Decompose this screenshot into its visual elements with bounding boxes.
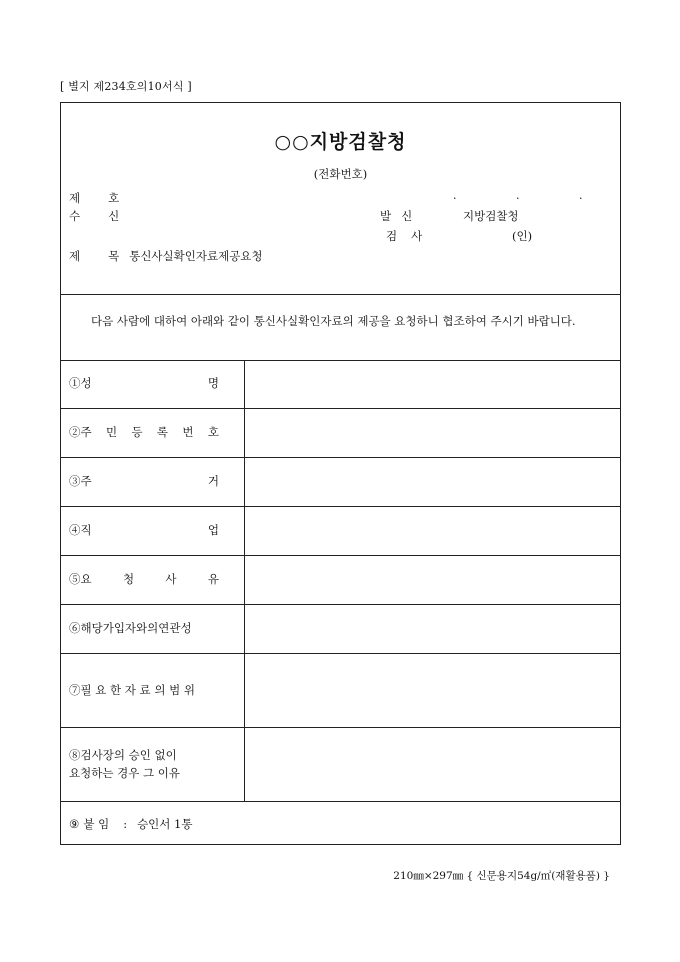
- prosecutor-label: 검 사: [386, 229, 423, 243]
- row-label-resident-number: ②주 민 등 록 번 호: [69, 425, 219, 439]
- date-dots: . . .: [453, 189, 611, 202]
- row-label-name: ①성 명: [69, 376, 219, 390]
- sender-label: 발 신: [380, 209, 413, 223]
- attachment-value: 승인서 1통: [137, 817, 193, 831]
- sender-value: 지방검찰청: [463, 209, 519, 223]
- table-divider: [61, 801, 620, 802]
- document-title: ○○지방검찰청: [274, 131, 407, 153]
- form-frame: [60, 102, 621, 845]
- table-divider: [61, 506, 620, 507]
- row-label-subscriber-relation: ⑥해당가입자와의연관성: [69, 621, 192, 635]
- paper-spec-footer: 210㎜×297㎜ { 신문용지54g/㎡(재활용품) }: [393, 870, 610, 882]
- divider: [61, 294, 620, 295]
- table-divider: [61, 604, 620, 605]
- seal-mark: (인): [512, 229, 533, 243]
- row-label-occupation: ④직 업: [69, 523, 219, 537]
- table-divider: [61, 457, 620, 458]
- table-divider: [61, 653, 620, 654]
- table-divider: [61, 408, 620, 409]
- attachment-row: ⑨ 붙 임 : 승인서 1통: [69, 817, 193, 831]
- subject-value: 통신사실확인자료제공요청: [129, 249, 263, 263]
- subject-row: 제 목 통신사실확인자료제공요청: [69, 249, 263, 263]
- divider: [61, 360, 620, 361]
- table-divider: [61, 727, 620, 728]
- row-label-no-approval-reason: ⑧검사장의 승인 없이 요청하는 경우 그 이유: [69, 748, 180, 780]
- row-label-request-reason: ⑤요 청 사 유: [69, 572, 219, 586]
- table-column-divider: [244, 360, 245, 801]
- row-label-address: ③주 거: [69, 474, 219, 488]
- form-number-label: [ 별지 제234호의10서식 ]: [60, 80, 192, 93]
- row-label-data-scope: ⑦필 요 한 자 료 의 범 위: [69, 683, 195, 697]
- request-paragraph: 다음 사람에 대하여 아래와 같이 통신사실확인자료의 제공을 요청하니 협조하여 주시기 바랍니다.: [91, 314, 576, 328]
- recipient-label: 수 신: [69, 209, 120, 223]
- document-number-label: 제 호: [69, 191, 120, 205]
- phone-number-label: (전화번호): [313, 167, 368, 181]
- table-divider: [61, 555, 620, 556]
